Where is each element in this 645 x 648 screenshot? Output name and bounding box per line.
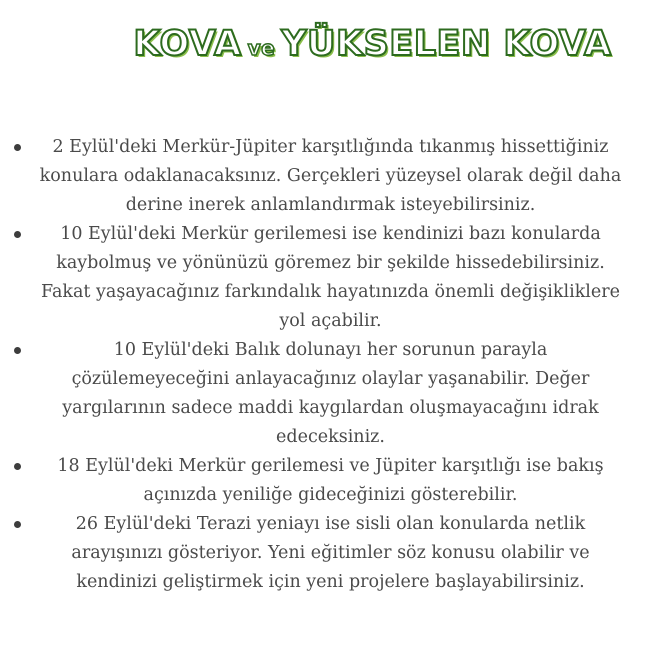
bullet-icon (14, 463, 21, 470)
bullet-icon (14, 521, 21, 528)
page-title (0, 20, 645, 72)
forecast-list (0, 133, 645, 597)
bullet-icon (14, 347, 21, 354)
title-kova: KOVA (133, 24, 242, 64)
list-item-text: 18 Eylül'deki Merkür gerilemesi ve Jüpiter karşıtlığı ise bakış açınızda yeniliğe gideceğinizi gösterebilir. (57, 456, 604, 505)
list-item-text: 26 Eylül'deki Terazi yeniayı ise sisli olan konularda netlik arayışınızı gösteriyor. Yeni eğitimler söz konusu olabilir ve kendinizi geliştirmek için yeni projelere başlayabilirsiniz. (71, 514, 590, 592)
list-item (0, 510, 645, 597)
title-connector: ve (247, 36, 276, 60)
list-item (0, 220, 645, 336)
list-item (0, 336, 645, 452)
list-item (0, 133, 645, 220)
list-item-text: 2 Eylül'deki Merkür-Jüpiter karşıtlığında tıkanmış hissettiğiniz konulara odaklanacaksınız. Gerçekleri yüzeysel olarak değil daha derine inerek anlamlandırmak isteyebilirsiniz. (39, 137, 622, 215)
title-yukselen-kova: YÜKSELEN KOVA (281, 24, 612, 64)
bullet-icon (14, 144, 21, 151)
list-item (0, 452, 645, 510)
bullet-icon (14, 231, 21, 238)
list-item-text: 10 Eylül'deki Merkür gerilemesi ise kendinizi bazı konularda kaybolmuş ve yönünüzü göremez bir şekilde hissedebilirsiniz. Fakat yaşayacağınız farkındalık hayatınızda önemli değişikliklere yol açabilir. (41, 224, 620, 331)
list-item-text: 10 Eylül'deki Balık dolunayı her sorunun parayla çözülemeyeceğini anlayacağınız olaylar yaşanabilir. Değer yargılarının sadece maddi kaygılardan oluşmayacağını idrak edeceksiniz. (62, 340, 599, 447)
